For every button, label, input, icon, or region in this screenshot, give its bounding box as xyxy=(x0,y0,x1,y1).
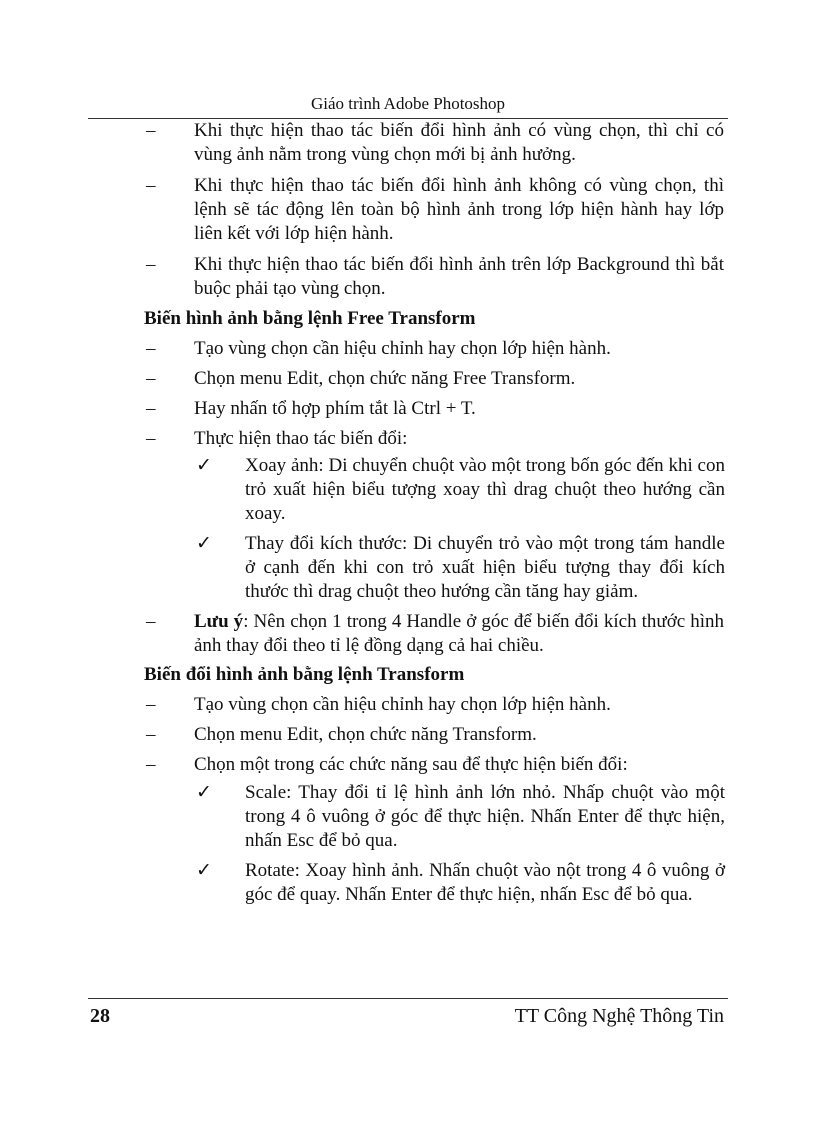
dash-bullet: – xyxy=(146,338,156,359)
checkmark-icon: ✓ xyxy=(196,455,212,476)
dash-bullet: – xyxy=(146,694,156,715)
list-item-text: Thực hiện thao tác biến đổi: xyxy=(194,428,408,449)
dash-bullet: – xyxy=(146,428,156,449)
checklist-item xyxy=(0,859,816,907)
list-item xyxy=(0,174,816,246)
checklist-item xyxy=(0,781,816,853)
list-item xyxy=(0,723,816,747)
section-heading: Biến hình ảnh bằng lệnh Free Transform xyxy=(144,308,476,329)
dash-bullet: – xyxy=(146,754,156,775)
note-label: Lưu ý xyxy=(194,611,244,632)
page-number: 28 xyxy=(90,1005,110,1027)
list-item-text: Hay nhấn tổ hợp phím tắt là Ctrl + T. xyxy=(194,398,476,419)
list-item-text: Chọn một trong các chức năng sau để thực hiện biến đổi: xyxy=(194,754,628,775)
list-item-text: Khi thực hiện thao tác biến đổi hình ảnh có vùng chọn, thì chỉ có vùng ảnh nằm trong vùng chọn mới bị ảnh hưởng. xyxy=(194,120,724,165)
list-item xyxy=(0,337,816,361)
list-item xyxy=(0,427,816,451)
running-header: Giáo trình Adobe Photoshop xyxy=(310,94,506,113)
section-heading: Biến đổi hình ảnh bằng lệnh Transform xyxy=(144,664,465,685)
checkmark-icon: ✓ xyxy=(196,533,212,554)
checklist-item xyxy=(0,454,816,526)
note-body: : Nên chọn 1 trong 4 Handle ở góc để biến đổi kích thước hình ảnh thay đổi theo tỉ lệ đồng dạng cả hai chiều. xyxy=(194,611,724,656)
list-item xyxy=(0,119,816,167)
note-item xyxy=(0,610,816,658)
list-item-text: Chọn menu Edit, chọn chức năng Transform. xyxy=(194,724,537,745)
dash-bullet: – xyxy=(146,724,156,745)
dash-bullet: – xyxy=(146,175,156,196)
page-content xyxy=(0,119,816,907)
checklist-item-text: Xoay ảnh: Di chuyển chuột vào một trong bốn góc đến khi con trỏ xuất hiện biểu tượng xoay thì drag chuột theo hướng cần xoay. xyxy=(245,455,725,524)
checklist-item-text: Rotate: Xoay hình ảnh. Nhấn chuột vào nột trong 4 ô vuông ở góc để quay. Nhấn Enter để thực hiện, nhấn Esc để bỏ qua. xyxy=(245,860,725,905)
checklist-item-text: Thay đổi kích thước: Di chuyển trỏ vào một trong tám handle ở cạnh đến khi con trỏ xuất hiện biểu tượng thay đổi kích thước thì drag chuột theo hướng cần tăng hay giảm. xyxy=(245,533,725,602)
note-text xyxy=(194,610,724,658)
dash-bullet: – xyxy=(146,368,156,389)
list-item-text: Tạo vùng chọn cần hiệu chỉnh hay chọn lớp hiện hành. xyxy=(194,694,611,715)
dash-bullet: – xyxy=(146,611,156,632)
dash-bullet: – xyxy=(146,398,156,419)
list-item xyxy=(0,397,816,421)
list-item-text: Khi thực hiện thao tác biến đổi hình ảnh không có vùng chọn, thì lệnh sẽ tác động lên toàn bộ hình ảnh trong lớp hiện hành hay lớp liên kết với lớp hiện hành. xyxy=(194,175,724,244)
footer-divider xyxy=(88,998,728,999)
footer-text: TT Công Nghệ Thông Tin xyxy=(514,1005,724,1027)
list-item xyxy=(0,753,816,777)
checklist-item-text: Scale: Thay đổi tỉ lệ hình ảnh lớn nhỏ. Nhấp chuột vào một trong 4 ô vuông ở góc để thực hiện. Nhấn Enter để thực hiện, nhấn Esc để bỏ qua. xyxy=(245,782,725,851)
list-item xyxy=(0,367,816,391)
dash-bullet: – xyxy=(146,120,156,141)
list-item xyxy=(0,693,816,717)
list-item xyxy=(0,253,816,301)
checkmark-icon: ✓ xyxy=(196,782,212,803)
list-item-text: Tạo vùng chọn cần hiệu chỉnh hay chọn lớp hiện hành. xyxy=(194,338,611,359)
list-item-text: Chọn menu Edit, chọn chức năng Free Transform. xyxy=(194,368,576,389)
list-item-text: Khi thực hiện thao tác biến đổi hình ảnh trên lớp Background thì bắt buộc phải tạo vùng chọn. xyxy=(194,254,724,299)
dash-bullet: – xyxy=(146,254,156,275)
checkmark-icon: ✓ xyxy=(196,860,212,881)
checklist-item xyxy=(0,532,816,604)
